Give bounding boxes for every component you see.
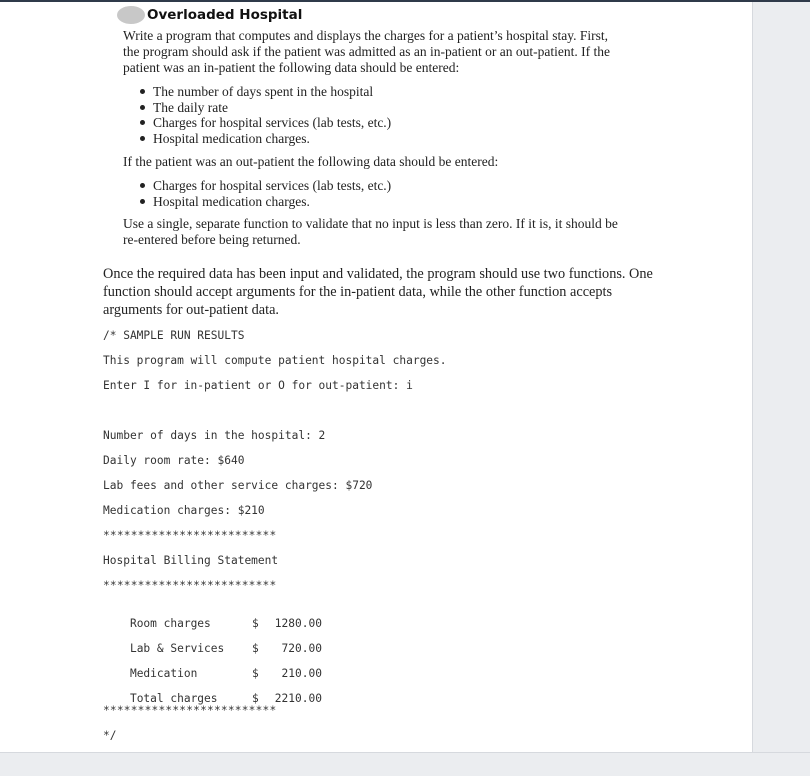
book-title-row bbox=[117, 6, 302, 24]
bottom-band bbox=[0, 752, 810, 776]
list-item: Charges for hospital services (lab tests, etc.) bbox=[140, 115, 391, 131]
separator-line: ************************* bbox=[103, 579, 277, 592]
bullet-icon bbox=[140, 89, 145, 94]
bullet-icon bbox=[140, 120, 145, 125]
list-item: Hospital medication charges. bbox=[140, 194, 391, 210]
bill-row-room: Room charges $ 1280.00 bbox=[129, 617, 322, 630]
book-paragraph-validation: Use a single, separate function to validate that no input is less than zero. If it is, it should be re-entered before being returned. bbox=[123, 216, 618, 247]
sample-run-rate: Daily room rate: $640 bbox=[103, 454, 245, 467]
sample-run-days: Number of days in the hospital: 2 bbox=[103, 429, 326, 442]
sample-run-prompt: Enter I for in-patient or O for out-patient: i bbox=[103, 379, 413, 392]
sample-run-header: /* SAMPLE RUN RESULTS bbox=[103, 329, 245, 342]
bullet-icon bbox=[140, 105, 145, 110]
bill-row-total: Total charges $ 2210.00 bbox=[129, 692, 322, 705]
title-oval-icon bbox=[117, 6, 145, 24]
sample-run-footer: */ bbox=[103, 729, 117, 742]
outpatient-list bbox=[140, 178, 391, 209]
separator-line: ************************* bbox=[103, 704, 277, 717]
list-item: Charges for hospital services (lab tests, etc.) bbox=[140, 178, 391, 194]
statement-title: Hospital Billing Statement bbox=[103, 554, 279, 567]
list-item: The number of days spent in the hospital bbox=[140, 84, 391, 100]
book-paragraph-outpatient: If the patient was an out-patient the following data should be entered: bbox=[123, 154, 499, 169]
document-content bbox=[0, 2, 752, 752]
bullet-icon bbox=[140, 136, 145, 141]
separator-line: ************************* bbox=[103, 529, 277, 542]
bill-row-lab: Lab & Services $ 720.00 bbox=[129, 642, 322, 655]
book-title: Overloaded Hospital bbox=[147, 7, 303, 23]
bullet-icon bbox=[140, 183, 145, 188]
instruction-paragraph: Once the required data has been input and validated, the program should use two functions. One function should accept arguments for the in-patient data, while the other function accepts arguments for out-patient data. bbox=[103, 266, 653, 318]
right-sidebar bbox=[752, 2, 810, 752]
bill-row-medication: Medication $ 210.00 bbox=[129, 667, 322, 680]
list-item: The daily rate bbox=[140, 100, 391, 116]
bullet-icon bbox=[140, 199, 145, 204]
list-item: Hospital medication charges. bbox=[140, 131, 391, 147]
sample-run-intro: This program will compute patient hospital charges. bbox=[103, 354, 447, 367]
inpatient-list bbox=[140, 84, 391, 146]
book-paragraph-intro: Write a program that computes and displays the charges for a patient’s hospital stay. First, the program should ask if the patient was admitted as an in-patient or an out-patient. If the patient was an in-patient the following data should be entered: bbox=[123, 28, 610, 75]
sample-run-lab: Lab fees and other service charges: $720 bbox=[103, 479, 373, 492]
sample-run-medication: Medication charges: $210 bbox=[103, 504, 265, 517]
